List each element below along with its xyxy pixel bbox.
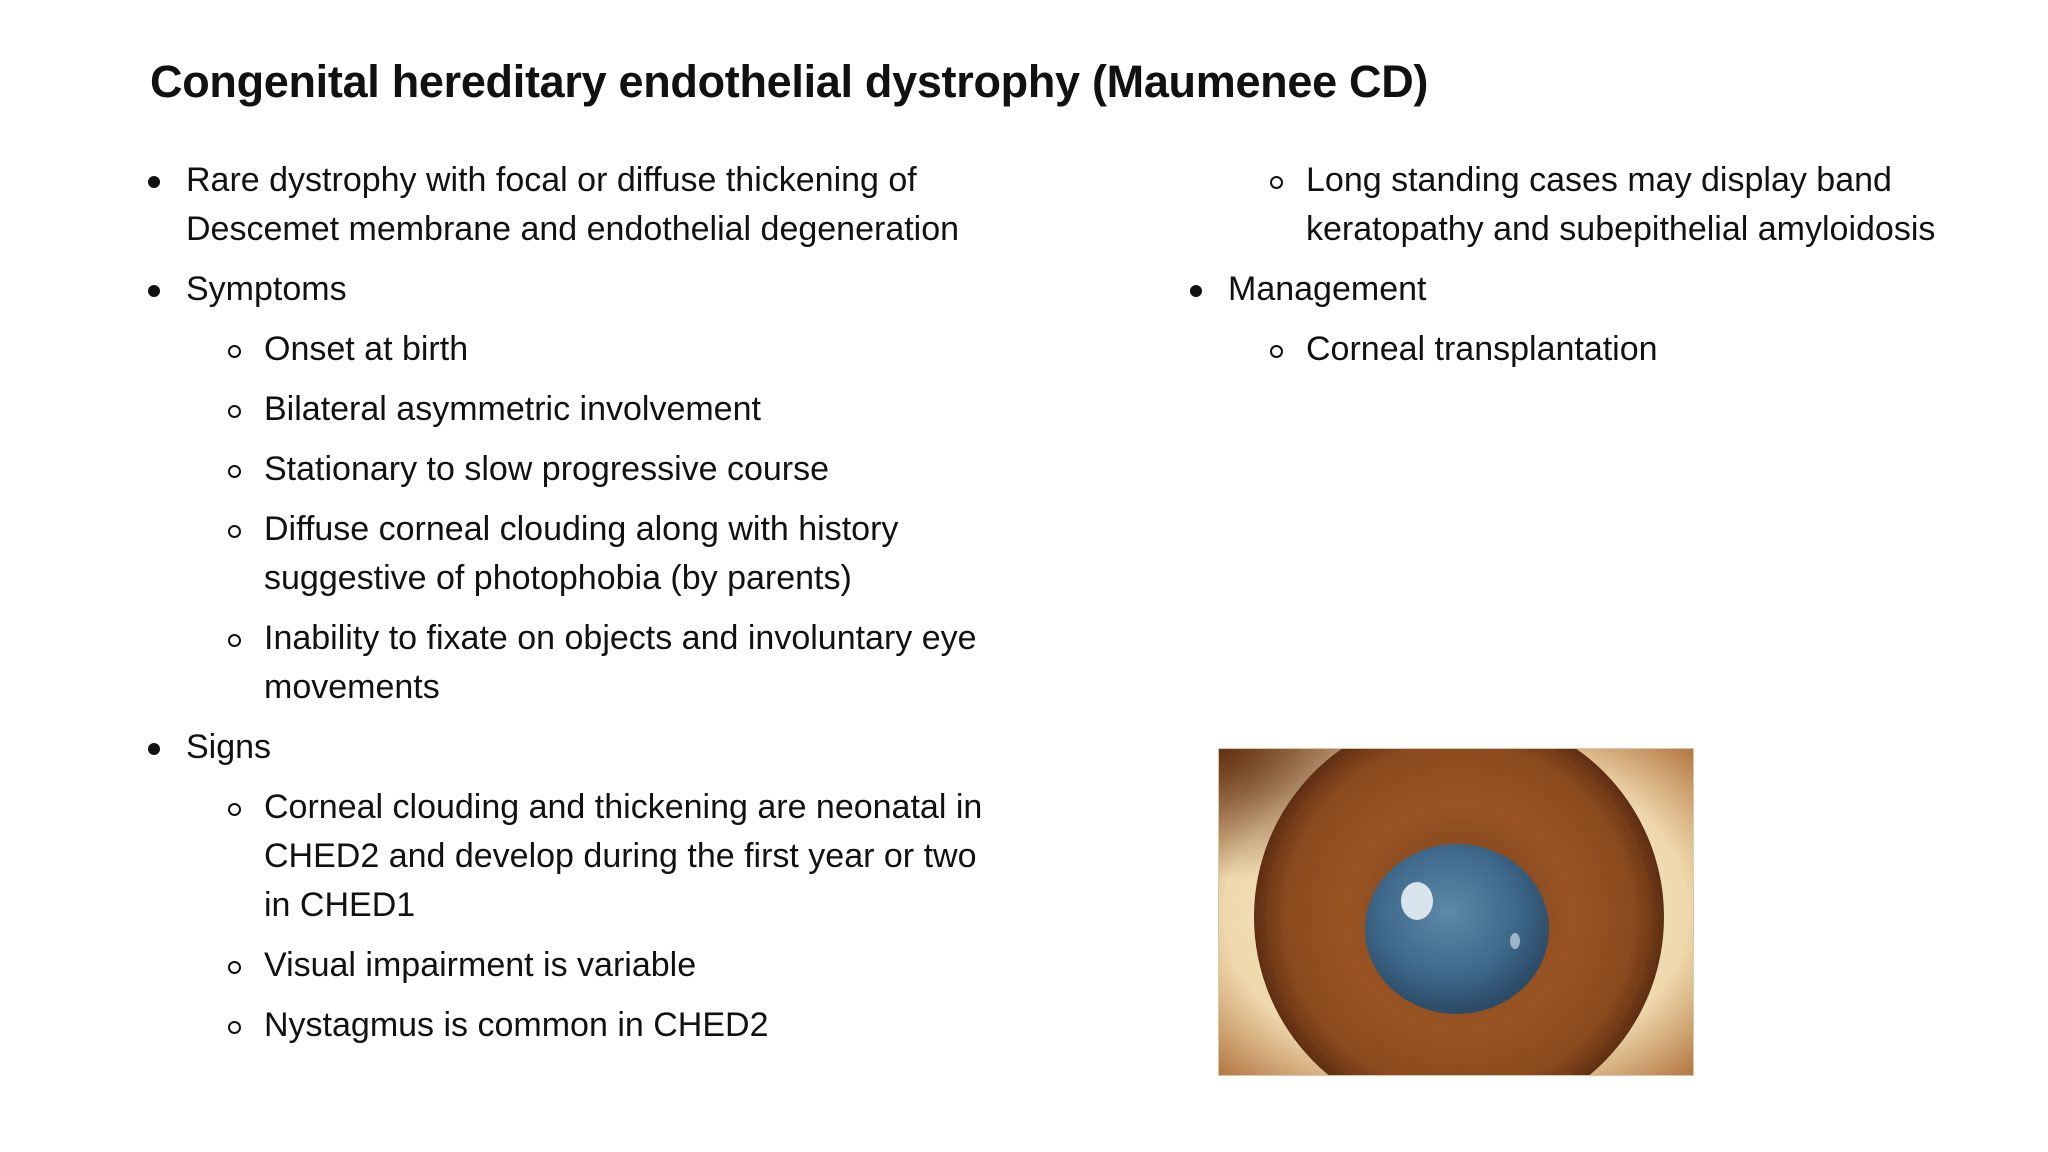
- bullet-item-management: [1182, 265, 2012, 374]
- symptoms-sub-list: [186, 325, 1000, 712]
- sub-list-item: [140, 445, 1000, 494]
- bullet-circle-icon: [228, 634, 241, 647]
- sub-item-text: Corneal clouding and thickening are neonatal in CHED2 and develop during the first year or two in CHED1: [264, 788, 983, 924]
- eye-photo: [1218, 748, 1694, 1076]
- right-column: [1182, 156, 2012, 385]
- sub-list-item: [140, 1001, 1000, 1050]
- bullet-circle-icon: [228, 405, 241, 418]
- bullet-circle-icon: [228, 803, 241, 816]
- sub-item-text: Bilateral asymmetric involvement: [264, 390, 761, 428]
- bullet-dot-icon: [148, 285, 160, 297]
- slide-title: Congenital hereditary endothelial dystrophy (Maumenee CD): [150, 56, 1429, 107]
- light-reflex: [1401, 882, 1433, 920]
- sub-list-item: [140, 614, 1000, 712]
- signs-sub-list: [186, 783, 1000, 1050]
- bullet-circle-icon: [228, 345, 241, 358]
- bullet-circle-icon: [228, 1021, 241, 1034]
- sub-item-text: Stationary to slow progressive course: [264, 450, 830, 488]
- right-bullet-list: [1182, 156, 2012, 374]
- bullet-text: Signs: [186, 728, 272, 766]
- bullet-circle-icon: [1270, 345, 1283, 358]
- sub-list-item: [140, 505, 1000, 603]
- bullet-circle-icon: [228, 465, 241, 478]
- bullet-item-description: [140, 156, 1000, 254]
- bullet-text: Symptoms: [186, 270, 347, 308]
- sub-item-text: Inability to fixate on objects and involuntary eye movements: [264, 619, 977, 706]
- bullet-item-signs: [140, 723, 1000, 1050]
- bullet-dot-icon: [148, 176, 160, 188]
- bullet-text: Management: [1228, 270, 1427, 308]
- bullet-circle-icon: [1270, 176, 1283, 189]
- sub-list-item: [1182, 325, 2012, 374]
- sub-item-text: Onset at birth: [264, 330, 469, 368]
- sub-item-text: Diffuse corneal clouding along with history suggestive of photophobia (by parents): [264, 510, 899, 597]
- left-column: [140, 156, 1000, 1061]
- bullet-dot-icon: [1190, 285, 1202, 297]
- bullet-circle-icon: [228, 525, 241, 538]
- sub-item-text: Long standing cases may display band keratopathy and subepithelial amyloidosis: [1306, 161, 1936, 248]
- sub-list-item: [140, 385, 1000, 434]
- bullet-text: Rare dystrophy with focal or diffuse thickening of Descemet membrane and endothelial degeneration: [186, 161, 960, 248]
- sub-list-item: [140, 941, 1000, 990]
- eye-illustration: [1219, 749, 1693, 1075]
- sub-list-item: [1182, 156, 2012, 254]
- continued-sub-list: [1228, 156, 2012, 254]
- sub-item-text: Visual impairment is variable: [264, 946, 697, 984]
- continued-sub-block: [1182, 156, 2012, 254]
- management-sub-list: [1228, 325, 2012, 374]
- bullet-circle-icon: [228, 961, 241, 974]
- sub-item-text: Corneal transplantation: [1306, 330, 1658, 368]
- left-bullet-list: [140, 156, 1000, 1050]
- sub-list-item: [140, 783, 1000, 930]
- sub-item-text: Nystagmus is common in CHED2: [264, 1006, 769, 1044]
- bullet-item-symptoms: [140, 265, 1000, 712]
- clouded-cornea: [1365, 844, 1549, 1014]
- sub-list-item: [140, 325, 1000, 374]
- light-reflex-small: [1510, 933, 1520, 949]
- bullet-dot-icon: [148, 743, 160, 755]
